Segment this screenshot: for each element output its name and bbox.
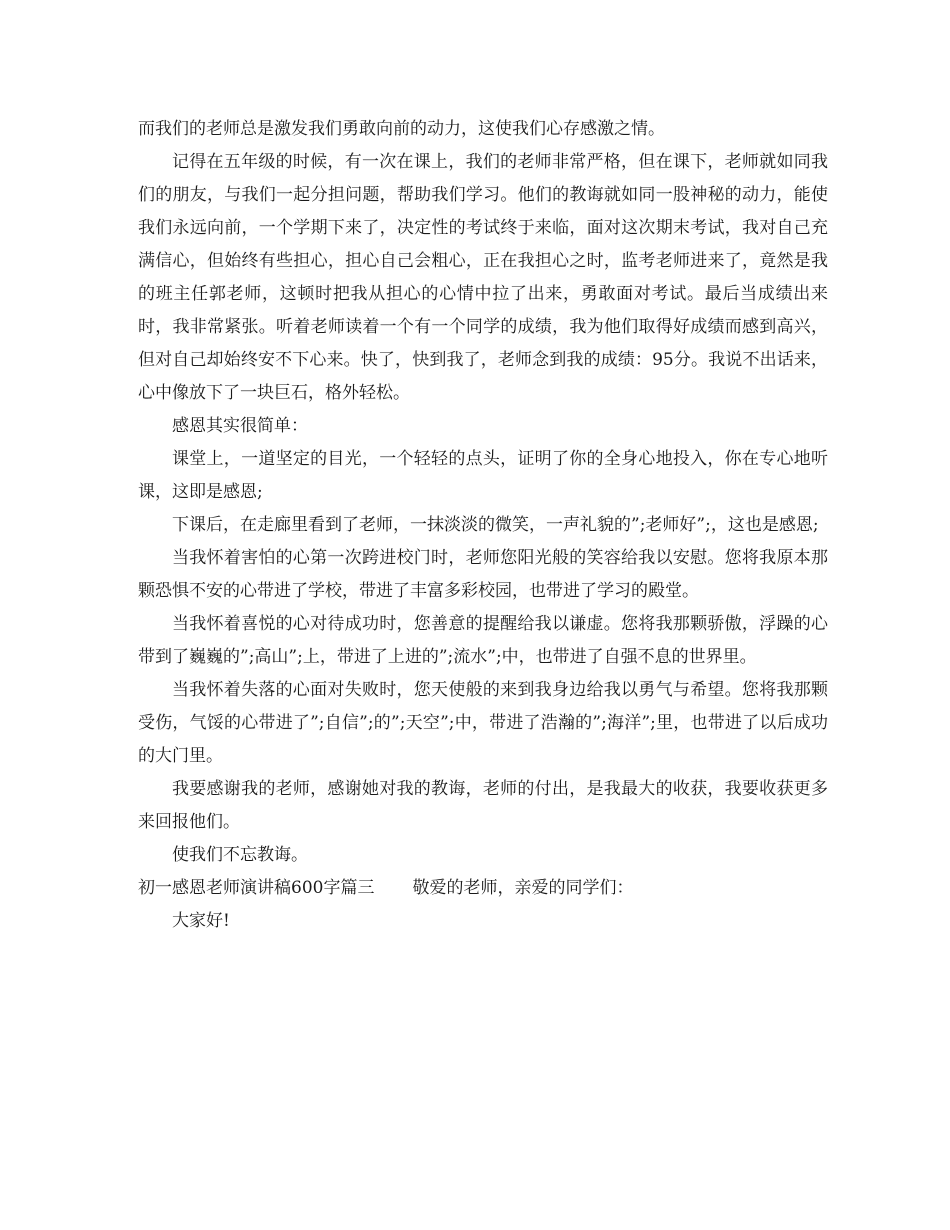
paragraph-remember-teaching: 使我们不忘教诲。 <box>172 845 308 865</box>
paragraph-success: 当我怀着喜悦的心对待成功时，您善意的提醒给我以谦虚。您将我那颗骄傲，浮躁的心带到了巍巍的”;高山”;上，带进了上进的”;流水”;中，也带进了自强不息的世界里。 <box>138 614 828 667</box>
section-greeting: 敬爱的老师，亲爱的同学们： <box>412 878 634 898</box>
paragraph-thanks-teacher: 我要感谢我的老师，感谢她对我的教诲，老师的付出，是我最大的收获，我要收获更多来回报他们。 <box>138 779 828 832</box>
paragraph-gratitude-simple: 感恩其实很简单： <box>172 416 308 436</box>
paragraph-gratitude-motivation: 而我们的老师总是激发我们勇敢向前的动力，这使我们心存感激之情。 <box>138 119 665 139</box>
paragraph-classroom: 课堂上，一道坚定的目光，一个轻轻的点头，证明了你的全身心地投入，你在专心地听课，这即是感恩; <box>138 449 828 502</box>
section-title: 初一感恩老师演讲稿600字篇三 <box>138 878 375 898</box>
paragraph-hello-everyone: 大家好! <box>172 911 230 931</box>
paragraph-fifth-grade-exam: 记得在五年级的时候，有一次在课上，我们的老师非常严格，但在课下，老师就如同我们的朋友，与我们一起分担问题，帮助我们学习。他们的教诲就如同一股神秘的动力，能使我们永远向前，一个学期下来了，决定性的考试终于来临，面对这次期末考试，我对自己充满信心，但始终有些担心，担心自己会粗心，正在我担心之时，监考老师进来了，竟然是我的班主任郭老师，这顿时把我从担心的心情中拉了出来，勇敢面对考试。最后当成绩出来时，我非常紧张。听着老师读着一个有一个同学的成绩，我为他们取得好成绩而感到高兴，但对自己却始终安不下心来。快了，快到我了，老师念到我的成绩：95分。我说不出话来，心中像放下了一块巨石，格外轻松。 <box>138 152 828 403</box>
section-heading <box>138 872 828 905</box>
document-body <box>138 113 828 938</box>
paragraph-after-class: 下课后，在走廊里看到了老师，一抹淡淡的微笑，一声礼貌的”;老师好”;，这也是感恩; <box>172 515 819 535</box>
paragraph-first-day: 当我怀着害怕的心第一次跨进校门时，老师您阳光般的笑容给我以安慰。您将我原本那颗恐惧不安的心带进了学校，带进了丰富多彩校园，也带进了学习的殿堂。 <box>138 548 828 601</box>
paragraph-failure: 当我怀着失落的心面对失败时，您天使般的来到我身边给我以勇气与希望。您将我那颗受伤，气馁的心带进了”;自信”;的”;天空”;中，带进了浩瀚的”;海洋”;里，也带进了以后成功的大门里。 <box>138 680 828 766</box>
